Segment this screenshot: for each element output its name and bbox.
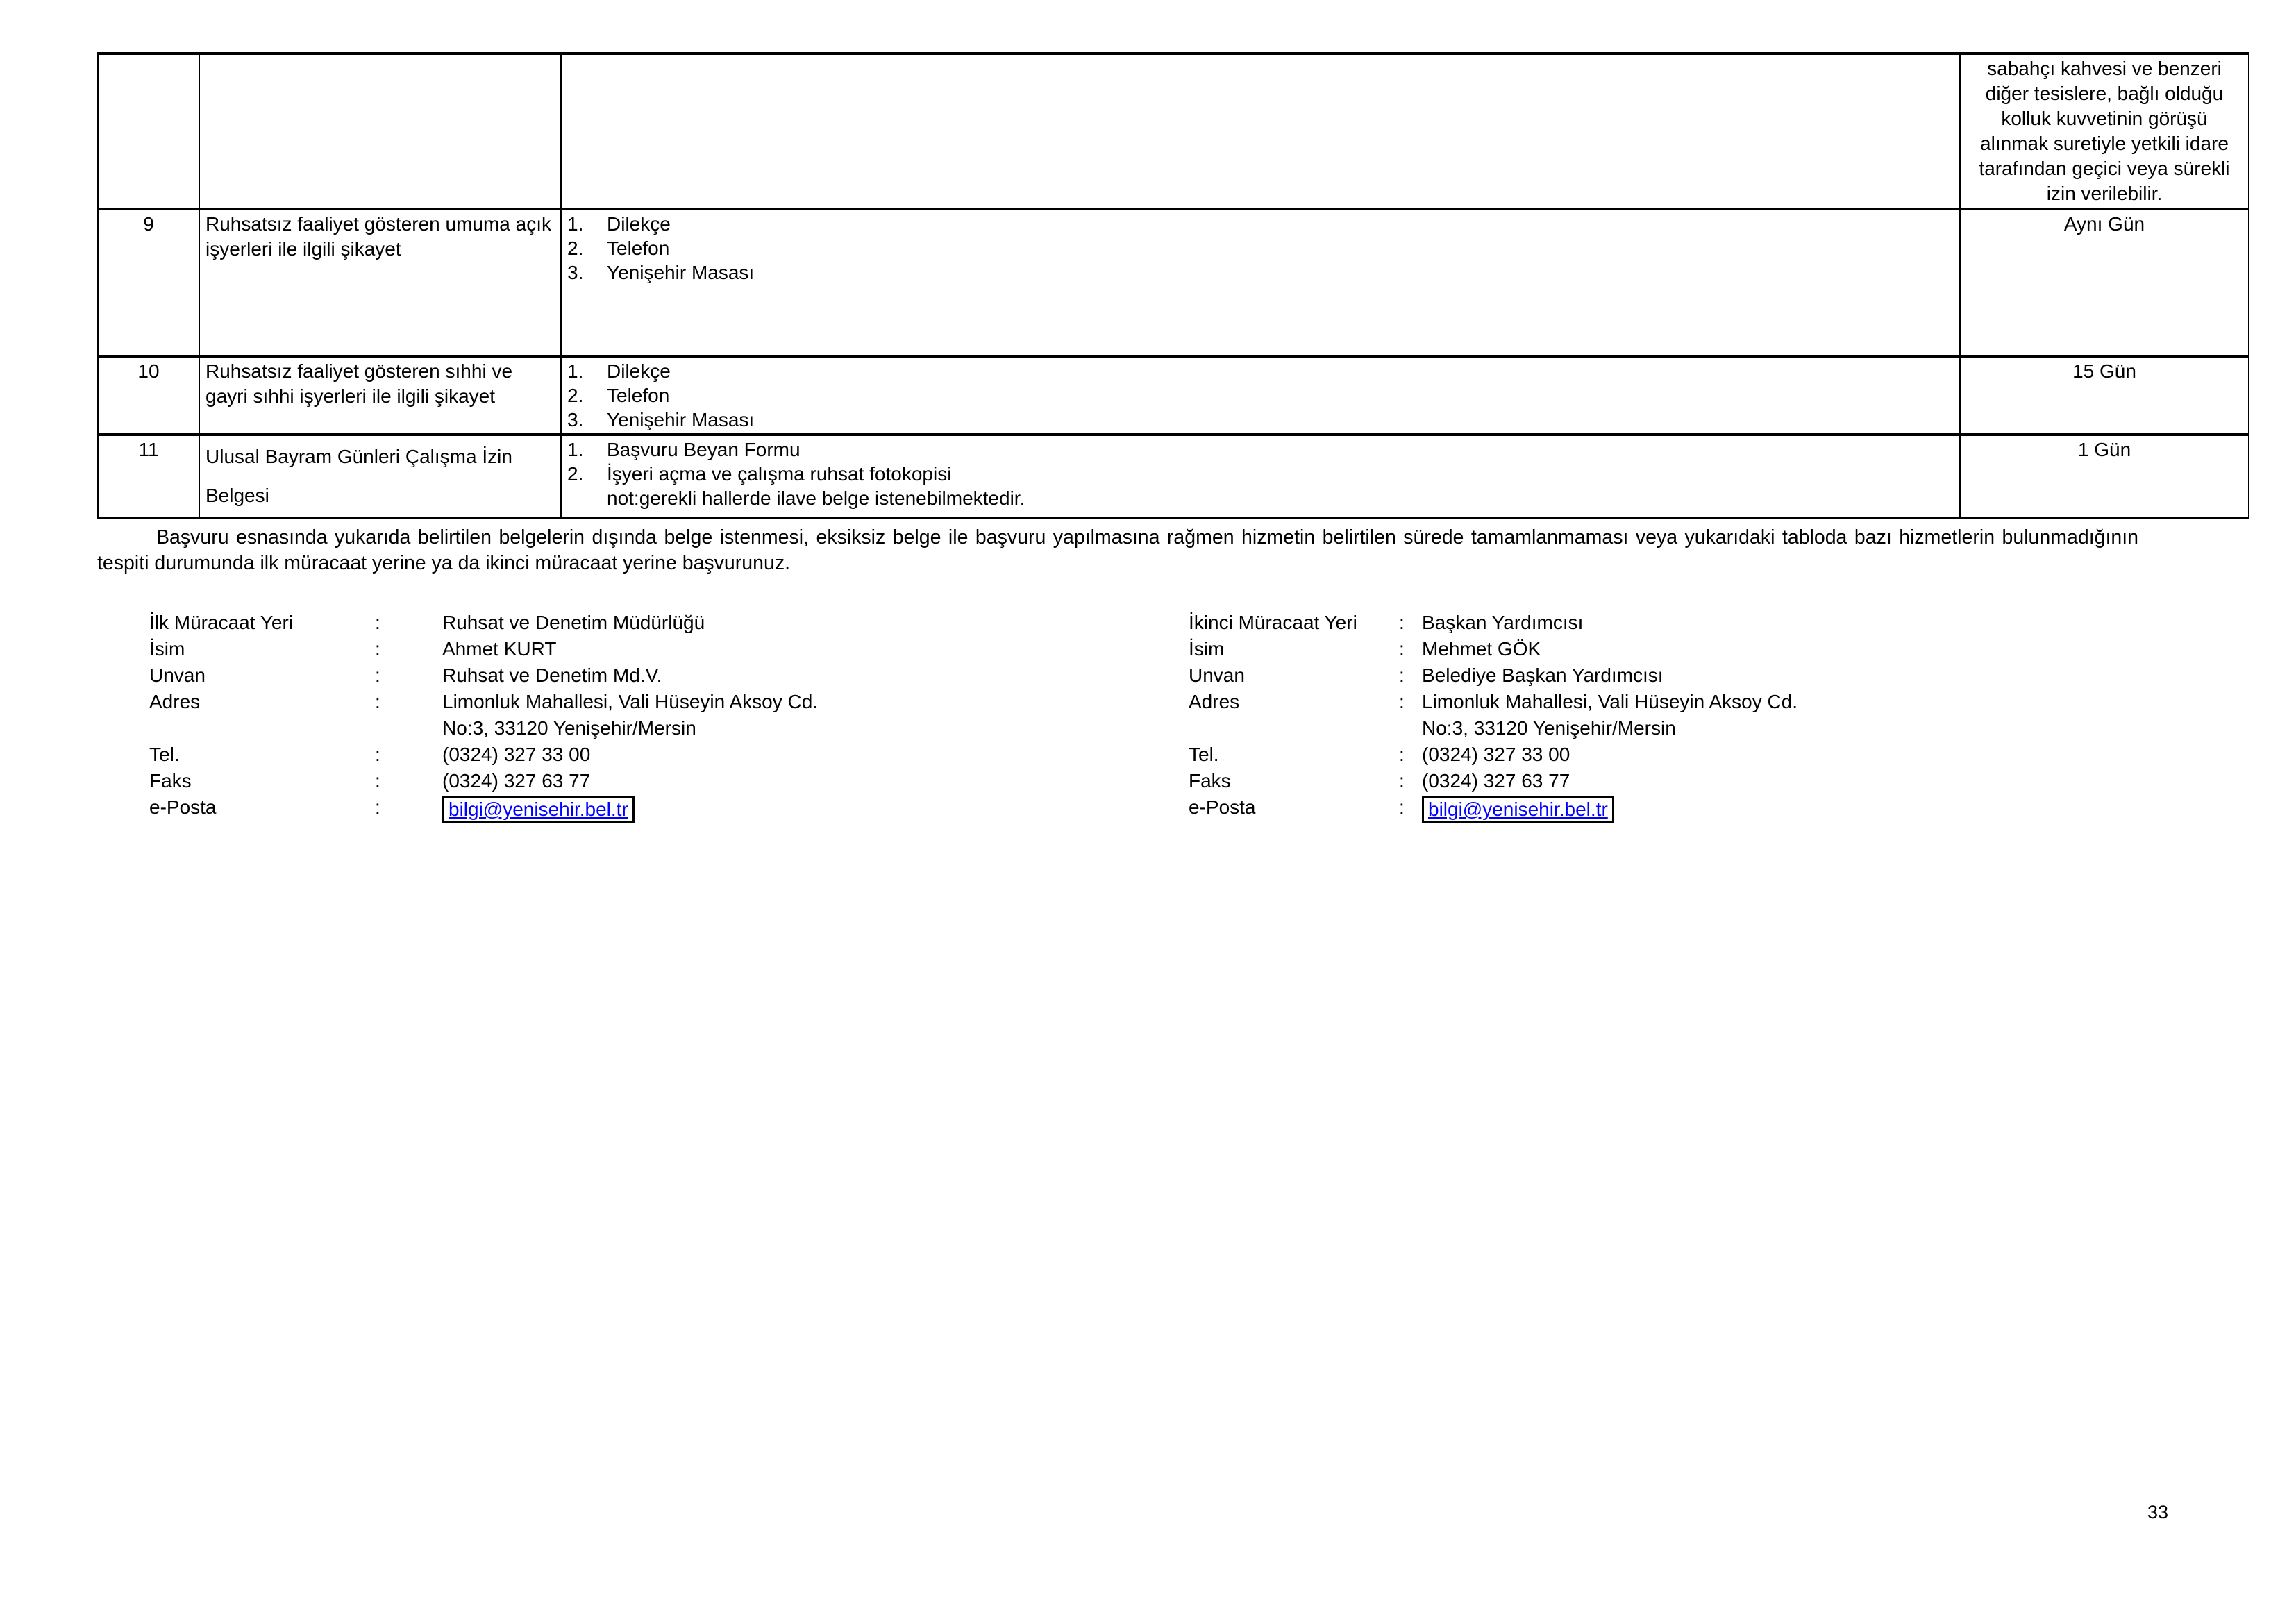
- row-number-cell: 9: [98, 209, 199, 356]
- list-item-text: Dilekçe: [607, 360, 671, 382]
- contact-label: e-Posta: [149, 796, 217, 818]
- page-number: 33: [2147, 1502, 2169, 1523]
- list-item: [567, 383, 1954, 408]
- contact-colon: :: [1399, 744, 1405, 765]
- address-line: No:3, 33120 Yenişehir/Mersin: [442, 717, 696, 739]
- contact-label: e-Posta: [1189, 796, 1256, 818]
- documents-list: [567, 359, 1954, 432]
- contact-label: İsim: [1189, 638, 1225, 660]
- contact-value: (0324) 327 63 77: [1422, 770, 1570, 792]
- contact-label: Adres: [1189, 691, 1240, 712]
- address-line: Limonluk Mahallesi, Vali Hüseyin Aksoy Cd.: [1422, 691, 1798, 712]
- service-name-cell: Ruhsatsız faaliyet gösteren umuma açık işyerleri ile ilgili şikayet: [199, 209, 561, 356]
- list-item-number: 2.: [567, 237, 584, 259]
- list-item: [567, 236, 1954, 260]
- contact-colon: :: [1399, 664, 1405, 686]
- contact-value: Mehmet GÖK: [1422, 638, 1541, 660]
- empty-service-cell: [199, 53, 561, 209]
- list-item-number: 2.: [567, 385, 584, 406]
- list-item-number: 3.: [567, 409, 584, 430]
- contact-colon: :: [375, 770, 380, 792]
- contact-colon: :: [375, 796, 380, 818]
- contact-label: İlk Müracaat Yeri: [149, 612, 293, 633]
- contact-label: İsim: [149, 638, 185, 660]
- secondary-email-link[interactable]: bilgi@yenisehir.bel.tr: [1422, 796, 1614, 823]
- service-name-cell: Ruhsatsız faaliyet gösteren sıhhi ve gayri sıhhi işyerleri ile ilgili şikayet: [199, 356, 561, 435]
- contact-value: [1422, 689, 1798, 742]
- contact-colon: :: [1399, 638, 1405, 660]
- table-row: [98, 209, 2249, 356]
- list-item-number: 1.: [567, 439, 584, 460]
- service-name-cell: Ulusal Bayram Günleri Çalışma İzin Belgesi: [199, 435, 561, 518]
- list-item-number: 3.: [567, 262, 584, 283]
- contact-value: (0324) 327 63 77: [442, 770, 591, 792]
- secondary-contact-block: [1189, 610, 1798, 823]
- table-row: [98, 356, 2249, 435]
- list-item-text: Telefon: [607, 237, 670, 259]
- notice-paragraph: Başvuru esnasında yukarıda belirtilen belgelerin dışında belge istenmesi, eksiksiz belge ile başvuru yapılmasına rağmen hizmetin belirtilen sürede tamamlanmaması veya yukarıdaki tabloda bazı hizmetlerin bulunmadığının tespiti durumunda ilk müracaat yerine ya da ikinci müracaat yerine başvurunuz.: [97, 526, 2138, 574]
- list-item: [567, 437, 1954, 462]
- address-line: No:3, 33120 Yenişehir/Mersin: [1422, 717, 1676, 739]
- contact-label: Faks: [1189, 770, 1231, 792]
- required-documents-cell: [561, 209, 1960, 356]
- continuation-note-cell: sabahçı kahvesi ve benzeri diğer tesislere, bağlı olduğu kolluk kuvvetinin görüşü alınmak suretiyle yetkili idare tarafından geçici veya sürekli izin verilebilir.: [1960, 53, 2249, 209]
- contact-colon: :: [1399, 691, 1405, 712]
- list-item-number: 1.: [567, 213, 584, 235]
- list-item-text: Telefon: [607, 385, 670, 406]
- contact-colon: :: [375, 638, 380, 660]
- list-item-number: 1.: [567, 360, 584, 382]
- duration-cell: 15 Gün: [1960, 356, 2249, 435]
- address-line: Limonluk Mahallesi, Vali Hüseyin Aksoy Cd.: [442, 691, 819, 712]
- contact-value: [442, 794, 818, 823]
- contact-colon: :: [375, 664, 380, 686]
- contact-label: Unvan: [1189, 664, 1245, 686]
- table-row: [98, 435, 2249, 518]
- list-item-text: Yenişehir Masası: [607, 262, 755, 283]
- list-item-text: Yenişehir Masası: [607, 409, 755, 430]
- row-number-cell: 10: [98, 356, 199, 435]
- list-item: [567, 212, 1954, 236]
- contact-colon: :: [375, 691, 380, 712]
- duration-cell: 1 Gün: [1960, 435, 2249, 518]
- list-item-text: İşyeri açma ve çalışma ruhsat fotokopisi: [607, 463, 952, 485]
- primary-email-link[interactable]: bilgi@yenisehir.bel.tr: [442, 796, 635, 823]
- row-number-cell: 11: [98, 435, 199, 518]
- contact-colon: :: [1399, 770, 1405, 792]
- primary-contact-block: [149, 610, 818, 823]
- list-item-text: Başvuru Beyan Formu: [607, 439, 801, 460]
- documents-list: [567, 437, 1954, 510]
- required-documents-cell: [561, 356, 1960, 435]
- contact-label: Faks: [149, 770, 192, 792]
- contact-label: Adres: [149, 691, 201, 712]
- contact-colon: :: [1399, 612, 1405, 633]
- required-documents-cell: [561, 435, 1960, 518]
- contact-colon: :: [375, 744, 380, 765]
- list-item: [567, 408, 1954, 432]
- contact-label: Tel.: [1189, 744, 1219, 765]
- list-note: not:gerekli hallerde ilave belge istenebilmektedir.: [607, 487, 1025, 509]
- list-item: [567, 462, 1954, 486]
- empty-documents-cell: [561, 53, 1960, 209]
- contact-label: İkinci Müracaat Yeri: [1189, 612, 1357, 633]
- contact-label: Tel.: [149, 744, 180, 765]
- list-item: [567, 260, 1954, 285]
- empty-number-cell: [98, 53, 199, 209]
- contact-value: [442, 689, 818, 742]
- contact-label: Unvan: [149, 664, 206, 686]
- contact-value: Başkan Yardımcısı: [1422, 612, 1584, 633]
- list-item-text: Dilekçe: [607, 213, 671, 235]
- contact-value: Ruhsat ve Denetim Md.V.: [442, 664, 662, 686]
- contact-colon: :: [375, 612, 380, 633]
- list-item-number: 2.: [567, 463, 584, 485]
- contact-colon: :: [1399, 796, 1405, 818]
- contact-value: Belediye Başkan Yardımcısı: [1422, 664, 1664, 686]
- contact-value: Ahmet KURT: [442, 638, 557, 660]
- duration-cell: Aynı Gün: [1960, 209, 2249, 356]
- table-row-continuation: [98, 53, 2249, 209]
- contact-value: Ruhsat ve Denetim Müdürlüğü: [442, 612, 705, 633]
- contact-value: [1422, 794, 1798, 823]
- contact-value: (0324) 327 33 00: [442, 744, 591, 765]
- documents-list: [567, 212, 1954, 285]
- services-table: [97, 52, 2249, 519]
- list-item: [567, 359, 1954, 383]
- contact-value: (0324) 327 33 00: [1422, 744, 1570, 765]
